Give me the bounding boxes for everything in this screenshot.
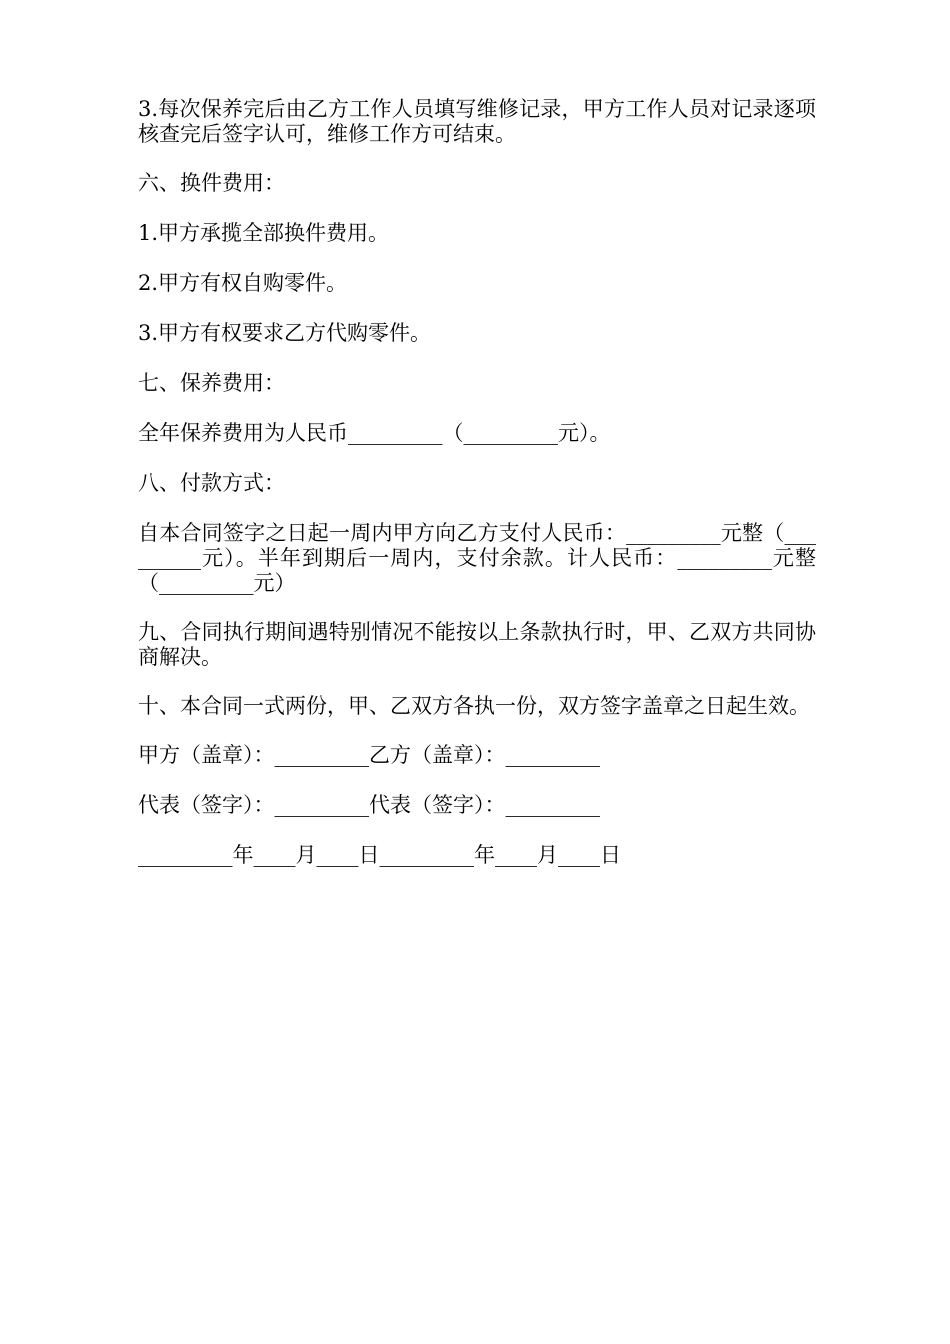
signature-rep-line: 代表（签字）：_________代表（签字）：_________	[138, 793, 600, 817]
section-9-text: 九、合同执行期间遇特别情况不能按以上条款执行时，甲、乙双方共同协商解决。	[138, 620, 816, 669]
section-8-heading: 八、付款方式：	[138, 471, 285, 495]
clause-6-item-3: 3.甲方有权要求乙方代购零件。	[138, 321, 432, 345]
clause-7-text: 全年保养费用为人民币_________（_________元）。	[138, 421, 611, 445]
clause-6-item-1: 1.甲方承揽全部换件费用。	[138, 221, 390, 245]
signature-date-line: _________年____月____日_________年____月____日	[138, 843, 621, 867]
contract-page	[138, 97, 816, 893]
section-7-heading: 七、保养费用：	[138, 371, 285, 395]
clause-5-item-3: 3.每次保养完后由乙方工作人员填写维修记录，甲方工作人员对记录逐项核查完后签字认可，维修工作方可结束。	[138, 97, 816, 146]
clause-6-item-2: 2.甲方有权自购零件。	[138, 271, 348, 295]
signature-seal-line: 甲方（盖章）：_________乙方（盖章）：_________	[138, 743, 600, 767]
clause-8-text: 自本合同签字之日起一周内甲方向乙方支付人民币：_________元整（_________元）。半年到期后一周内，支付余款。计人民币：_________元整（_________元）	[138, 521, 816, 595]
section-10-text: 十、本合同一式两份，甲、乙双方各执一份，双方签字盖章之日起生效。	[138, 694, 810, 718]
section-6-heading: 六、换件费用：	[138, 171, 285, 195]
